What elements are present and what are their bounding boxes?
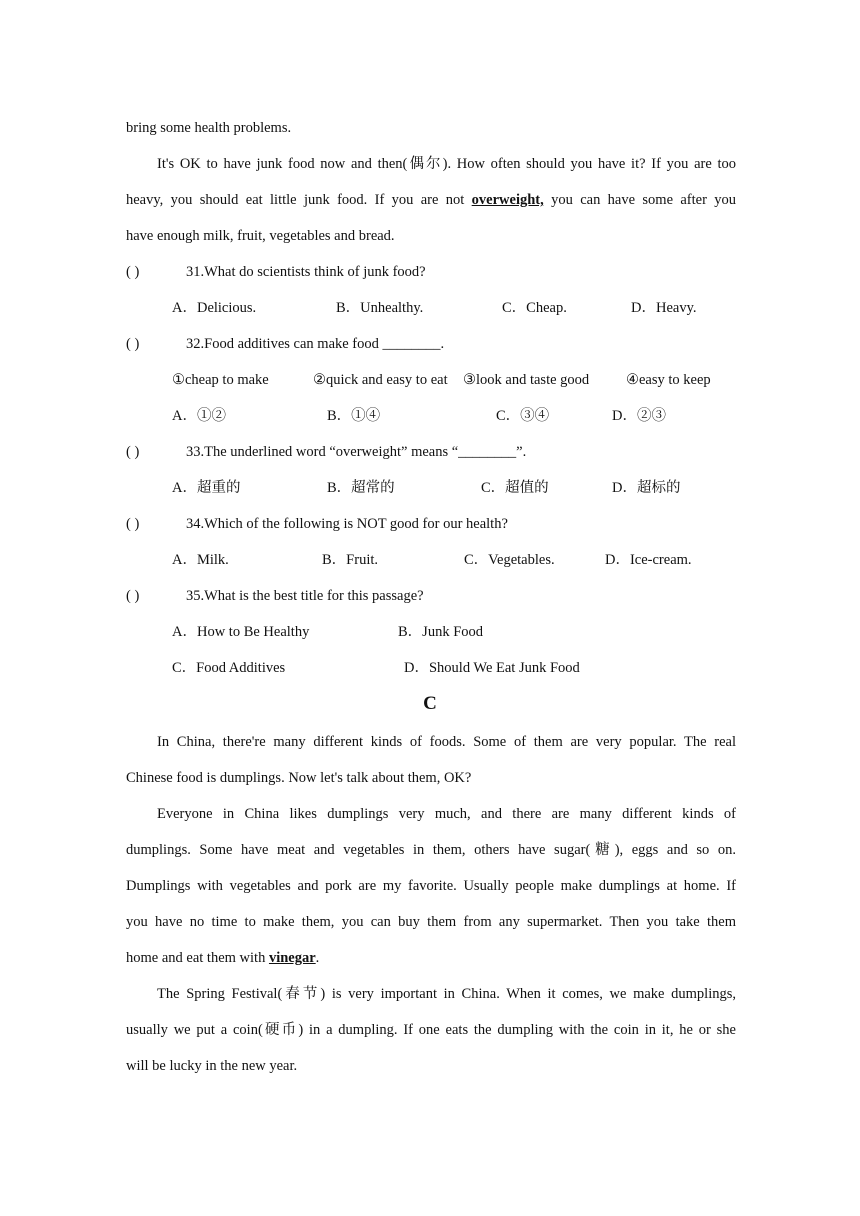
option-c: C．超值的 bbox=[481, 480, 549, 496]
option-c: C．Food Additives bbox=[172, 660, 286, 676]
question-33 bbox=[126, 442, 736, 462]
option-a: A．①② bbox=[172, 408, 226, 424]
passage-c-line: The Spring Festival(春节) is very important in China. When it comes, we make dumplings, bbox=[157, 986, 736, 1002]
question-stem: 33.The underlined word “overweight” means “________”. bbox=[186, 444, 527, 460]
option-c: C．Cheap. bbox=[502, 300, 567, 316]
option-d: D．超标的 bbox=[612, 480, 681, 496]
option-b: B．①④ bbox=[327, 408, 381, 424]
question-31 bbox=[126, 262, 736, 282]
question-34 bbox=[126, 514, 736, 534]
question-35 bbox=[126, 586, 736, 606]
option-c: C．③④ bbox=[496, 408, 550, 424]
passage-c-line: dumplings. Some have meat and vegetables in them, others have sugar(糖), eggs and so on. bbox=[126, 842, 736, 858]
passage-c-line: In China, there're many different kinds of foods. Some of them are very popular. The real bbox=[157, 734, 736, 750]
passage-c-line: usually we put a coin(硬币) in a dumpling. If one eats the dumpling with the coin in it, he or she bbox=[126, 1022, 736, 1038]
passage-b-line: have enough milk, fruit, vegetables and bread. bbox=[126, 228, 395, 244]
option-a: A．超重的 bbox=[172, 480, 241, 496]
answer-blank: ( ) bbox=[126, 444, 140, 460]
option-d: D．Should We Eat Junk Food bbox=[404, 660, 580, 676]
choice-1: ①cheap to make bbox=[172, 372, 269, 388]
question-stem: 35.What is the best title for this passage? bbox=[186, 588, 424, 604]
answer-blank: ( ) bbox=[126, 588, 140, 604]
option-d: D．Heavy. bbox=[631, 300, 697, 316]
answer-blank: ( ) bbox=[126, 516, 140, 532]
underlined-word-overweight: overweight, bbox=[471, 192, 544, 208]
option-a: A．How to Be Healthy bbox=[172, 624, 310, 640]
passage-c-line: Dumplings with vegetables and pork are my favorite. Usually people make dumplings at home. If bbox=[126, 878, 736, 894]
question-32 bbox=[126, 334, 736, 354]
answer-blank: ( ) bbox=[126, 336, 140, 352]
question-stem: 34.Which of the following is NOT good for our health? bbox=[186, 516, 508, 532]
passage-c-line: will be lucky in the new year. bbox=[126, 1058, 298, 1074]
passage-c-line: you have no time to make them, you can buy them from any supermarket. Then you take them bbox=[126, 914, 736, 930]
passage-c-line: Everyone in China likes dumplings very much, and there are many different kinds of bbox=[157, 806, 736, 822]
choice-4: ④easy to keep bbox=[626, 372, 711, 388]
text-run: home and eat them with bbox=[126, 950, 266, 966]
passage-c-line: Chinese food is dumplings. Now let's talk about them, OK? bbox=[126, 770, 472, 786]
section-title: C bbox=[423, 693, 437, 714]
option-b: B．Junk Food bbox=[398, 624, 484, 640]
option-c: C．Vegetables. bbox=[464, 552, 555, 568]
underlined-word-vinegar: vinegar bbox=[268, 950, 316, 966]
option-b: B．Fruit. bbox=[322, 552, 378, 568]
option-b: B．Unhealthy. bbox=[336, 300, 424, 316]
answer-blank: ( ) bbox=[126, 264, 140, 280]
text-run: . bbox=[315, 950, 320, 966]
text-run: heavy, you should eat little junk food. If you are not bbox=[126, 192, 465, 208]
option-a: A．Delicious. bbox=[172, 300, 257, 316]
text-run: you can have some after you bbox=[551, 192, 737, 208]
passage-c-line bbox=[126, 948, 736, 968]
choice-2: ②quick and easy to eat bbox=[313, 372, 448, 388]
question-stem: 31.What do scientists think of junk food? bbox=[186, 264, 426, 280]
choice-3: ③look and taste good bbox=[463, 372, 590, 388]
option-d: D．Ice-cream. bbox=[605, 552, 692, 568]
passage-b-line: It's OK to have junk food now and then(偶尔). How often should you have it? If you are too bbox=[157, 156, 736, 172]
option-d: D．②③ bbox=[612, 408, 666, 424]
passage-b-line: bring some health problems. bbox=[126, 120, 292, 136]
option-a: A．Milk. bbox=[172, 552, 229, 568]
question-stem: 32.Food additives can make food ________. bbox=[186, 336, 445, 352]
option-b: B．超常的 bbox=[327, 480, 395, 496]
passage-b-line bbox=[126, 190, 736, 210]
